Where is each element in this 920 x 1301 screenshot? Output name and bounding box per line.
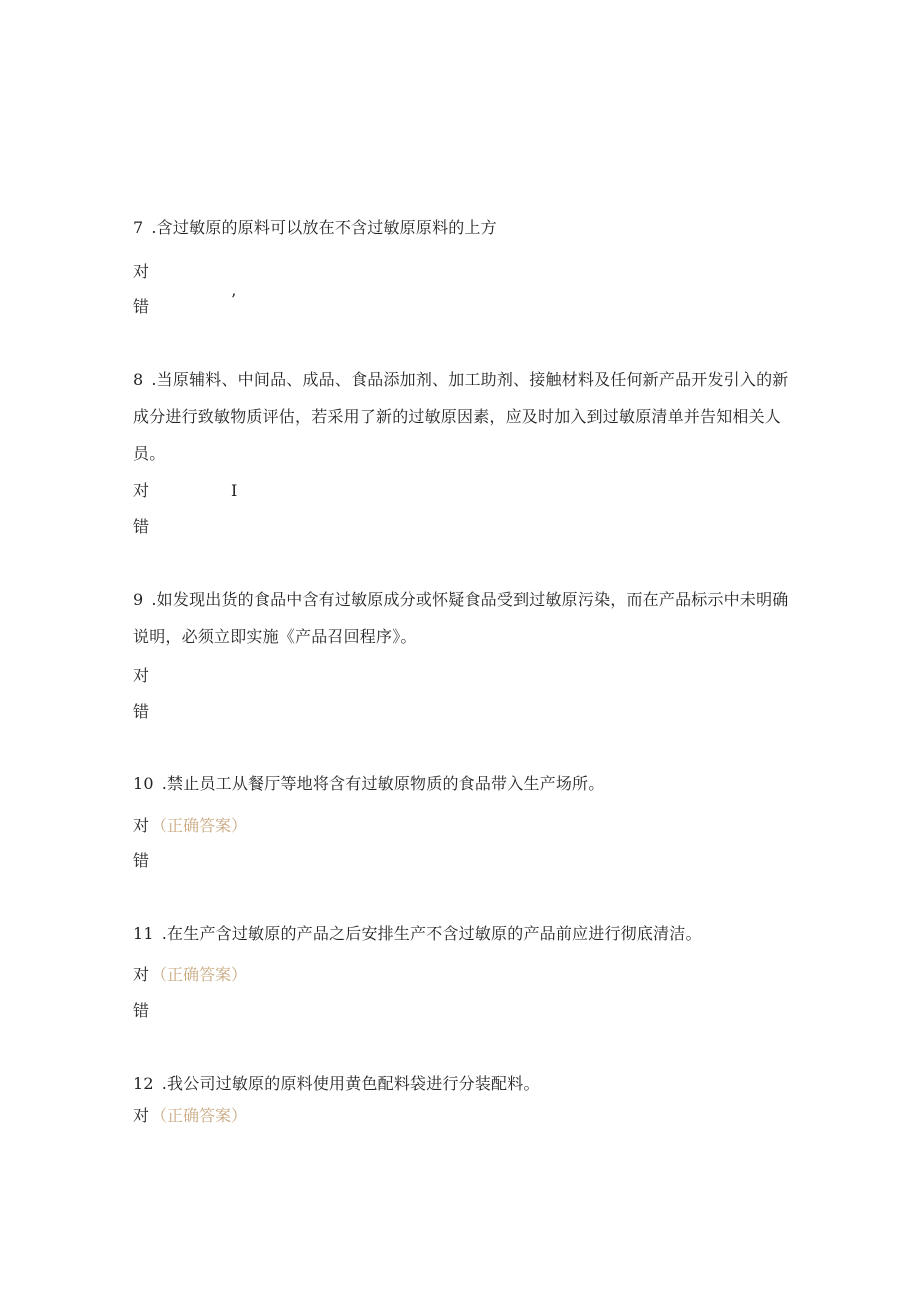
question-number: 9 bbox=[133, 590, 144, 609]
question-12 bbox=[133, 1065, 793, 1102]
option-false[interactable]: 错 bbox=[133, 517, 150, 536]
option-false[interactable]: 错 bbox=[133, 702, 150, 721]
question-number: 8 bbox=[133, 370, 144, 389]
question-8 bbox=[133, 361, 793, 472]
answer-mark: （正确答案） bbox=[151, 816, 248, 835]
question-text: .如发现出货的食品中含有过敏原成分或怀疑食品受到过敏原污染，而在产品标示中未明确说明，必须立即实施《产品召回程序》。 bbox=[133, 590, 789, 646]
option-true[interactable]: 对 bbox=[133, 666, 150, 685]
question-10 bbox=[133, 765, 793, 802]
question-11 bbox=[133, 915, 793, 952]
question-text: .当原辅料、中间品、成品、食品添加剂、加工助剂、接触材料及任何新产品开发引入的新成分进行致敏物质评估，若采用了新的过敏原因素，应及时加入到过敏原清单并告知相关人员。 bbox=[133, 370, 789, 463]
question-number: 10 bbox=[133, 774, 154, 793]
question-text: .我公司过敏原的原料使用黄色配料袋进行分装配料。 bbox=[161, 1074, 540, 1093]
question-9 bbox=[133, 581, 793, 655]
question-text: .含过敏原的原料可以放在不含过敏原原料的上方 bbox=[151, 218, 497, 237]
option-false[interactable]: 错 bbox=[133, 851, 150, 870]
stray-mark: ’ bbox=[231, 290, 237, 309]
answer-mark: （正确答案） bbox=[151, 965, 248, 984]
question-number: 11 bbox=[133, 924, 154, 943]
option-true[interactable]: 对 bbox=[133, 262, 150, 281]
option-true[interactable]: 对 （正确答案） bbox=[133, 965, 248, 984]
option-false[interactable]: 错 bbox=[133, 1001, 150, 1020]
option-true[interactable]: 对 （正确答案） bbox=[133, 816, 248, 835]
question-number: 12 bbox=[133, 1074, 154, 1093]
question-text: .禁止员工从餐厅等地将含有过敏原物质的食品带入生产场所。 bbox=[161, 774, 605, 793]
stray-mark: I bbox=[231, 481, 238, 500]
option-true[interactable]: 对 （正确答案） bbox=[133, 1106, 248, 1125]
question-text: .在生产含过敏原的产品之后安排生产不含过敏原的产品前应进行彻底清洁。 bbox=[161, 924, 702, 943]
option-true[interactable]: 对 bbox=[133, 481, 150, 500]
question-7 bbox=[133, 209, 793, 246]
question-number: 7 bbox=[133, 218, 144, 237]
answer-mark: （正确答案） bbox=[151, 1106, 248, 1125]
option-false[interactable]: 错 bbox=[133, 297, 150, 316]
